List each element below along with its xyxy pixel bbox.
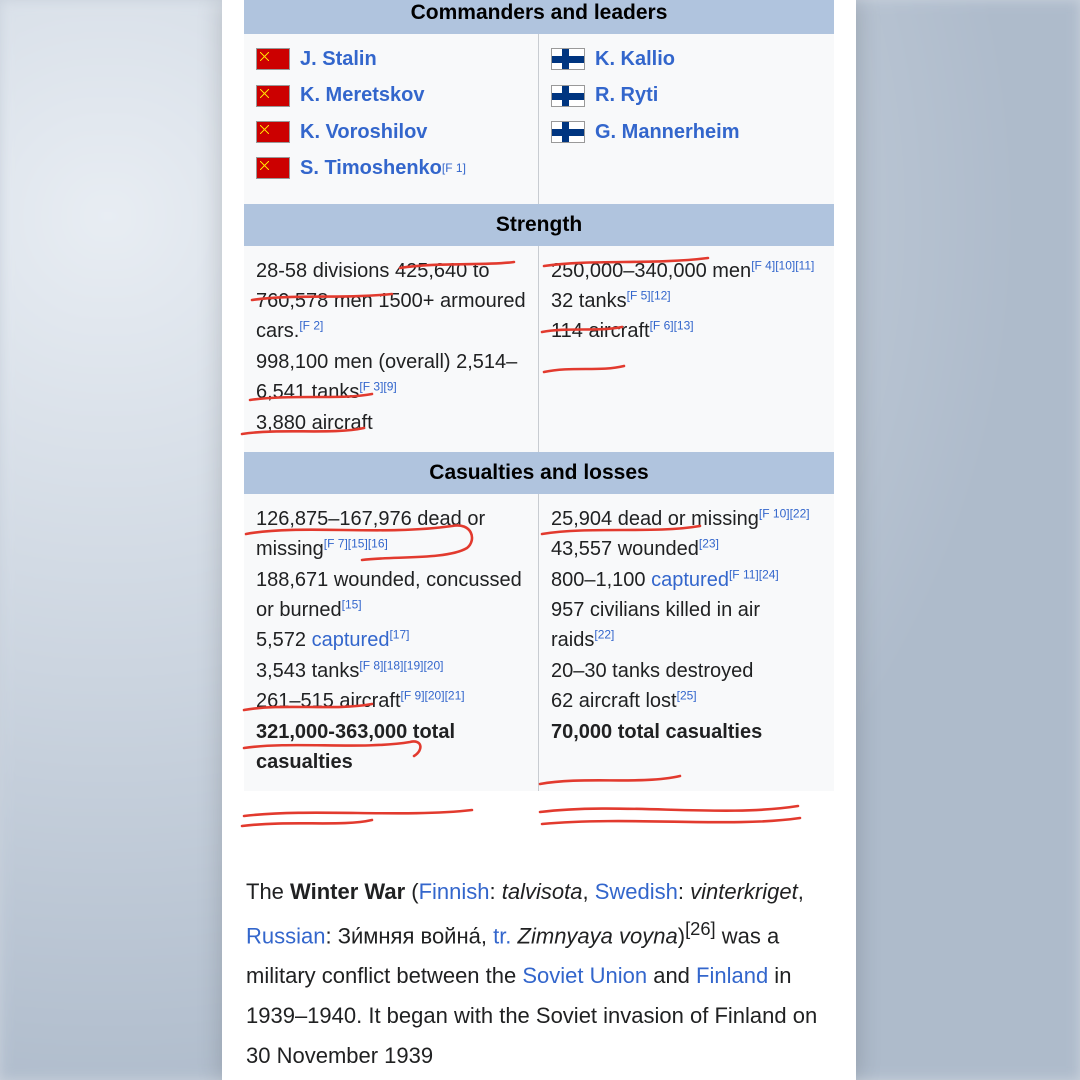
footnote-ref[interactable]: [F 3][9] — [359, 379, 397, 394]
finland-flag-icon — [551, 48, 585, 70]
wikipedia-article-page — [222, 0, 856, 1080]
footnote-ref[interactable]: [17] — [389, 627, 410, 642]
footnote-ref[interactable]: [F 6][13] — [649, 318, 694, 333]
commander-name[interactable]: R. Ryti — [595, 84, 659, 107]
footnote-ref[interactable]: [F 8][18][19][20] — [359, 658, 444, 673]
commander-name[interactable]: G. Mannerheim — [595, 120, 740, 143]
stat-text: 3,880 aircraft — [256, 411, 373, 434]
stat-text: 32 tanks — [551, 289, 627, 312]
stat-text: 261–515 aircraft — [256, 690, 401, 713]
stat-text: 126,875–167,976 dead or missing — [256, 507, 486, 561]
soviet-union-flag-icon — [256, 157, 290, 179]
casualties-finnish-cell — [539, 494, 834, 792]
list-item — [256, 504, 526, 565]
finland-flag-icon — [551, 121, 585, 143]
stat-text: 998,100 men (overall) 2,514–6,541 tanks — [256, 350, 518, 404]
list-item — [551, 504, 822, 534]
casualties-soviet-cell — [244, 494, 539, 792]
infobox-row-casualties — [244, 494, 834, 792]
commander-name[interactable]: K. Kallio — [595, 48, 676, 70]
list-item[interactable] — [256, 44, 526, 74]
footnote-ref[interactable]: [F 11][24] — [728, 567, 779, 582]
infobox-section-header-casualties: Casualties and losses — [244, 452, 834, 494]
list-item — [256, 347, 526, 408]
footnote-ref[interactable]: [F 2] — [299, 318, 324, 333]
stat-text: 957 civilians killed in air raids — [551, 599, 760, 652]
commander-name[interactable]: S. Timoshenko — [300, 157, 442, 180]
footnote-ref[interactable]: [22] — [594, 627, 615, 642]
captured-link[interactable]: captured — [651, 568, 729, 591]
footnote-ref[interactable]: [F 5][12] — [626, 288, 671, 303]
commander-name[interactable]: K. Voroshilov — [300, 120, 428, 143]
list-item — [551, 534, 822, 564]
commanders-finnish-cell — [539, 34, 834, 204]
finland-flag-icon — [551, 85, 585, 107]
footnote-ref[interactable]: [F 4][10][11] — [751, 257, 815, 272]
stat-text: 20–30 tanks destroyed — [551, 659, 754, 682]
list-item — [256, 717, 526, 778]
list-item — [256, 656, 526, 686]
commander-name[interactable]: J. Stalin — [300, 48, 377, 70]
stat-text: 25,904 dead or missing — [551, 507, 759, 530]
footnote-ref[interactable]: [F 9][20][21] — [400, 688, 465, 703]
infobox — [244, 0, 834, 791]
list-item[interactable] — [256, 117, 526, 147]
list-item — [551, 717, 822, 747]
strength-finnish-cell — [539, 246, 834, 452]
footnote-ref[interactable]: [15] — [341, 597, 362, 612]
list-item — [551, 656, 822, 686]
infobox-section-header-commanders: Commanders and leaders — [244, 0, 834, 34]
article-lead-paragraph: The Winter War (Finnish: talvisota, Swedish: vinterkriget, Russian: Зи́мняя война́, tr. Zimnyaya voyna)[26] was a military conflict between the Soviet Union and Finland in 1939–1940. It began with the Soviet invasion of Finland on 30 November 1939 — [246, 879, 818, 1069]
captured-link[interactable]: captured — [311, 629, 390, 652]
footnote-ref[interactable]: [23] — [698, 536, 719, 551]
soviet-union-flag-icon — [256, 85, 290, 107]
list-item[interactable] — [256, 153, 526, 183]
stat-text: 114 aircraft — [551, 320, 650, 343]
footnote-ref[interactable]: [F 1] — [441, 161, 466, 176]
list-item[interactable] — [256, 80, 526, 110]
list-item — [551, 595, 822, 656]
soviet-union-flag-icon — [256, 121, 290, 143]
list-item — [256, 565, 526, 626]
stat-text: 250,000–340,000 men — [551, 259, 752, 282]
list-item[interactable] — [551, 117, 822, 147]
stat-text: 188,671 wounded, concussed or burned — [256, 568, 522, 622]
list-item — [256, 408, 526, 438]
infobox-section-header-strength: Strength — [244, 204, 834, 246]
list-item — [551, 256, 822, 286]
stat-text-total: 321,000-363,000 total casualties — [256, 720, 456, 774]
stat-text-total: 70,000 total casualties — [551, 720, 763, 743]
list-item — [551, 686, 822, 716]
stat-text: 3,543 tanks — [256, 659, 360, 682]
list-item[interactable] — [551, 44, 822, 74]
commander-name[interactable]: K. Meretskov — [300, 84, 425, 107]
list-item: 5,572 captured[17] — [256, 627, 410, 652]
footnote-ref[interactable]: [F 7][15][16] — [323, 536, 388, 551]
list-item — [256, 686, 526, 716]
strength-soviet-cell — [244, 246, 539, 452]
list-item — [551, 286, 822, 316]
infobox-row-strength — [244, 246, 834, 452]
stat-text: 62 aircraft lost — [551, 690, 677, 713]
infobox-row-commanders — [244, 34, 834, 204]
stat-text: 43,557 wounded — [551, 538, 699, 561]
list-item — [551, 316, 822, 346]
commanders-soviet-cell — [244, 34, 539, 204]
footnote-ref[interactable]: [F 10][22] — [758, 506, 810, 521]
list-item[interactable] — [551, 80, 822, 110]
stat-text: 28-58 divisions 425,640 to 760,578 men 1500+ armoured cars. — [256, 259, 526, 343]
footnote-ref[interactable]: [25] — [676, 688, 697, 703]
soviet-union-flag-icon — [256, 48, 290, 70]
list-item: 800–1,100 captured[F 11][24] — [551, 567, 779, 591]
list-item — [256, 256, 526, 347]
